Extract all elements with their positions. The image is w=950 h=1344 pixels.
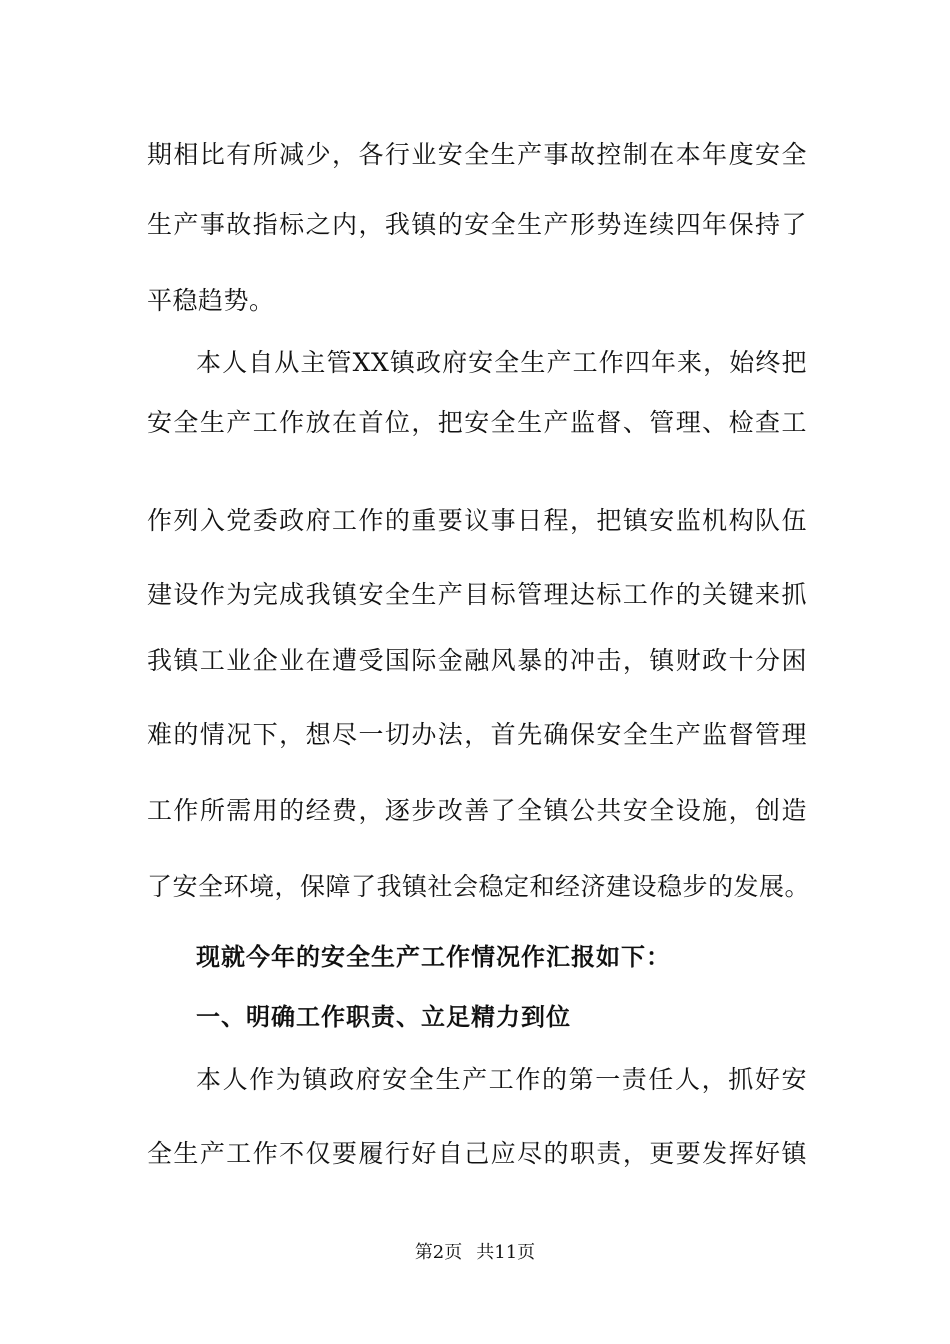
paragraph-line: 建设作为完成我镇安全生产目标管理达标工作的关键来抓 [147,580,807,609]
paragraph-line: 生产事故指标之内，我镇的安全生产形势连续四年保持了 [147,210,807,239]
section-heading: 一、明确工作职责、立足精力到位 [196,1003,571,1031]
paragraph-line: 平稳趋势。 [147,286,275,315]
paragraph-line: 我镇工业企业在遭受国际金融风暴的冲击，镇财政十分困 [147,646,807,675]
page-total: 共11页 [476,1242,536,1263]
paragraph-line: 本人自从主管XX镇政府安全生产工作四年来，始终把 [196,348,807,377]
paragraph-line: 了安全环境，保障了我镇社会稳定和经济建设稳步的发展。 [147,872,811,901]
paragraph-line: 期相比有所减少，各行业安全生产事故控制在本年度安全 [147,140,807,169]
page-number: 第2页 [414,1242,463,1263]
paragraph-line: 全生产工作不仅要履行好自己应尽的职责，更要发挥好镇 [147,1139,807,1168]
paragraph-line: 难的情况下，想尽一切办法，首先确保安全生产监督管理 [147,720,807,749]
paragraph-line: 工作所需用的经费，逐步改善了全镇公共安全设施，创造 [147,796,807,825]
paragraph-line: 作列入党委政府工作的重要议事日程，把镇安监机构队伍 [147,506,807,535]
paragraph-line: 本人作为镇政府安全生产工作的第一责任人，抓好安 [196,1065,807,1094]
paragraph-line: 安全生产工作放在首位，把安全生产监督、管理、检查工 [147,408,807,437]
report-heading: 现就今年的安全生产工作情况作汇报如下： [196,943,671,971]
page-footer [0,1241,950,1265]
